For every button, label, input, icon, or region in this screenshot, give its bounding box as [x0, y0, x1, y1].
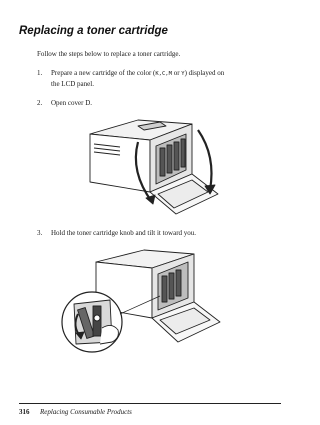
footer-divider	[19, 403, 281, 404]
step-1-text-end: ) displayed on	[184, 69, 225, 77]
step-1-color-code-last: Y	[181, 71, 185, 77]
step-1-color-codes: К,С,М	[155, 71, 172, 77]
page-number: 316	[19, 408, 30, 416]
footer-title: Replacing Consumable Products	[40, 408, 132, 416]
step-1-text-start: Prepare a new cartridge of the color (	[51, 69, 156, 77]
step-1-text	[51, 69, 267, 89]
step-2-number: 2.	[37, 99, 43, 107]
printer-open-cover-d-illustration	[80, 112, 230, 222]
section-heading: Replacing a toner cartridge	[19, 25, 168, 37]
printer-tilt-cartridge-illustration	[60, 244, 230, 362]
step-1-or: or	[171, 69, 182, 77]
step-3-text: Hold the toner cartridge knob and tilt it toward you.	[51, 229, 197, 237]
step-2-text: Open cover D.	[51, 99, 93, 107]
intro-paragraph: Follow the steps below to replace a toner cartridge.	[37, 50, 181, 58]
step-1-number: 1.	[37, 69, 43, 77]
step-3-number: 3.	[37, 229, 43, 237]
step-1-text-line2: the LCD panel.	[51, 79, 94, 88]
